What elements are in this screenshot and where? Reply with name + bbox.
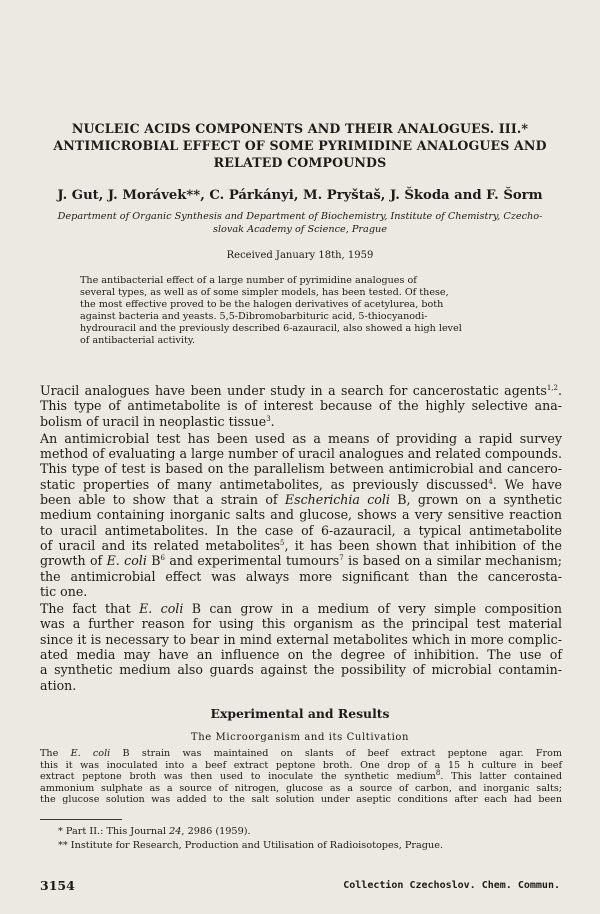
footnote-2: ** Institute for Research, Production and Utilisation of Radioisotopes, Prague. <box>58 839 444 851</box>
section-heading: Experimental and Results <box>210 706 390 721</box>
abstract-line: The antibacterial effect of a large number of pyrimidine analogues of <box>80 275 417 286</box>
body-line: An antimicrobial test has been used as a means of providing a rapid survey <box>40 430 562 446</box>
small-line: ammonium sulphate as a source of nitrogen, glucose as a source of carbon, and inorganic salts; <box>40 782 562 794</box>
footnotes <box>58 825 558 852</box>
body-line: growth of E. coli $B^6$ and experimental tumours$^7$ is based on a similar mechanism; <box>40 553 563 569</box>
affiliation <box>50 211 550 236</box>
body-line: been able to show that a strain of Escherichia coli B, grown on a synthetic <box>40 492 562 508</box>
abstract <box>80 275 520 348</box>
body-line: to uracil antimetabolites. In the case of 6-azauracil, a typical antimetabolite <box>40 522 562 538</box>
body-line: since it is necessary to bear in mind external metabolites which in more complic- <box>40 631 562 647</box>
title-line-2: ANTIMICROBIAL EFFECT OF SOME PYRIMIDINE ANALOGUES AND <box>53 138 547 153</box>
abstract-line: against bacteria and yeasts. 5,5-Dibromobarbituric acid, 5-thiocyanodi- <box>80 311 428 323</box>
subsection-heading: The Microorganism and its Cultivation <box>190 732 410 743</box>
paragraph-1 <box>40 383 562 429</box>
title-line-3: RELATED COMPOUNDS <box>213 155 387 170</box>
paragraph-3 <box>40 601 562 693</box>
received-date: Received January 18th, 1959 <box>226 250 374 261</box>
experimental-text <box>40 748 562 806</box>
small-line: extract peptone broth was then used to inoculate the synthetic medium$^8$. This latter contained <box>40 769 563 783</box>
paragraph-2 <box>40 431 562 599</box>
author-list: J. Gut, J. Morávek**, C. Párkányi, M. Pryštaš, J. Škoda and F. Šorm <box>57 188 543 203</box>
body-line: static properties of many antimetabolites, as previously discussed$^4$. We have <box>40 476 562 492</box>
body-line: Uracil analogues have been under study in a search for cancerostatic agents$^{1,2}$. <box>40 383 562 398</box>
page-number: 3154 <box>40 878 75 893</box>
abstract-line: of antibacterial activity. <box>80 335 196 347</box>
affiliation-line-1: Department of Organic Synthesis and Department of Biochemistry, Institute of Chemistry, Czecho- <box>57 211 543 222</box>
body-line: This type of test is based on the parallelism between antimicrobial and cancero- <box>40 461 562 477</box>
body-line: a synthetic medium also guards against the possibility of microbial contamin- <box>40 662 562 678</box>
small-line: The E. coli B strain was maintained on slants of beef extract peptone agar. From <box>40 748 562 759</box>
body-line: was a further reason for using this organism as the principal test material <box>40 616 562 632</box>
body-line: ation. <box>40 677 77 693</box>
title-line-1: NUCLEIC ACIDS COMPONENTS AND THEIR ANALOGUES. III.* <box>71 121 529 136</box>
journal-name: Collection Czechoslov. Chem. Commun. <box>343 880 560 891</box>
body-line: of uracil and its related metabolites$^5$, it has been shown that inhibition of the <box>40 537 562 553</box>
paper-title <box>30 120 570 171</box>
body-line: This type of antimetabolite is of interest because of the highly selective ana- <box>40 398 562 414</box>
body-text <box>40 383 562 693</box>
footnote-1: * Part II.: This Journal 24, 2986 (1959). <box>58 826 251 837</box>
small-line: this it was inoculated into a beef extract peptone broth. One drop of a 15 h culture in beef <box>40 759 562 771</box>
body-line: the antimicrobial effect was always more significant than the cancerosta- <box>40 568 562 584</box>
body-line: The fact that E. coli B can grow in a medium of very simple composition <box>40 601 562 617</box>
body-line: tic one. <box>40 583 88 599</box>
abstract-line: hydrouracil and the previously described 6-azauracil, also showed a high level <box>80 323 462 335</box>
body-line: medium containing inorganic salts and glucose, shows a very sensitive reaction <box>40 507 562 523</box>
abstract-line: several types, as well as of some simpler models, has been tested. Of these, <box>80 287 449 299</box>
footnote-rule <box>40 819 122 820</box>
body-line: bolism of uracil in neoplastic tissue$^3$. <box>40 413 275 429</box>
abstract-line: the most effective proved to be the halogen derivatives of acetylurea, both <box>80 299 444 311</box>
affiliation-line-2: slovak Academy of Science, Prague <box>212 223 387 235</box>
small-line: the glucose solution was added to the salt solution under aseptic conditions after each had been <box>40 794 562 806</box>
body-line: method of evaluating a large number of uracil analogues and related compounds. <box>40 446 562 462</box>
body-line: ated media may have an influence on the degree of inhibition. The use of <box>40 647 562 663</box>
